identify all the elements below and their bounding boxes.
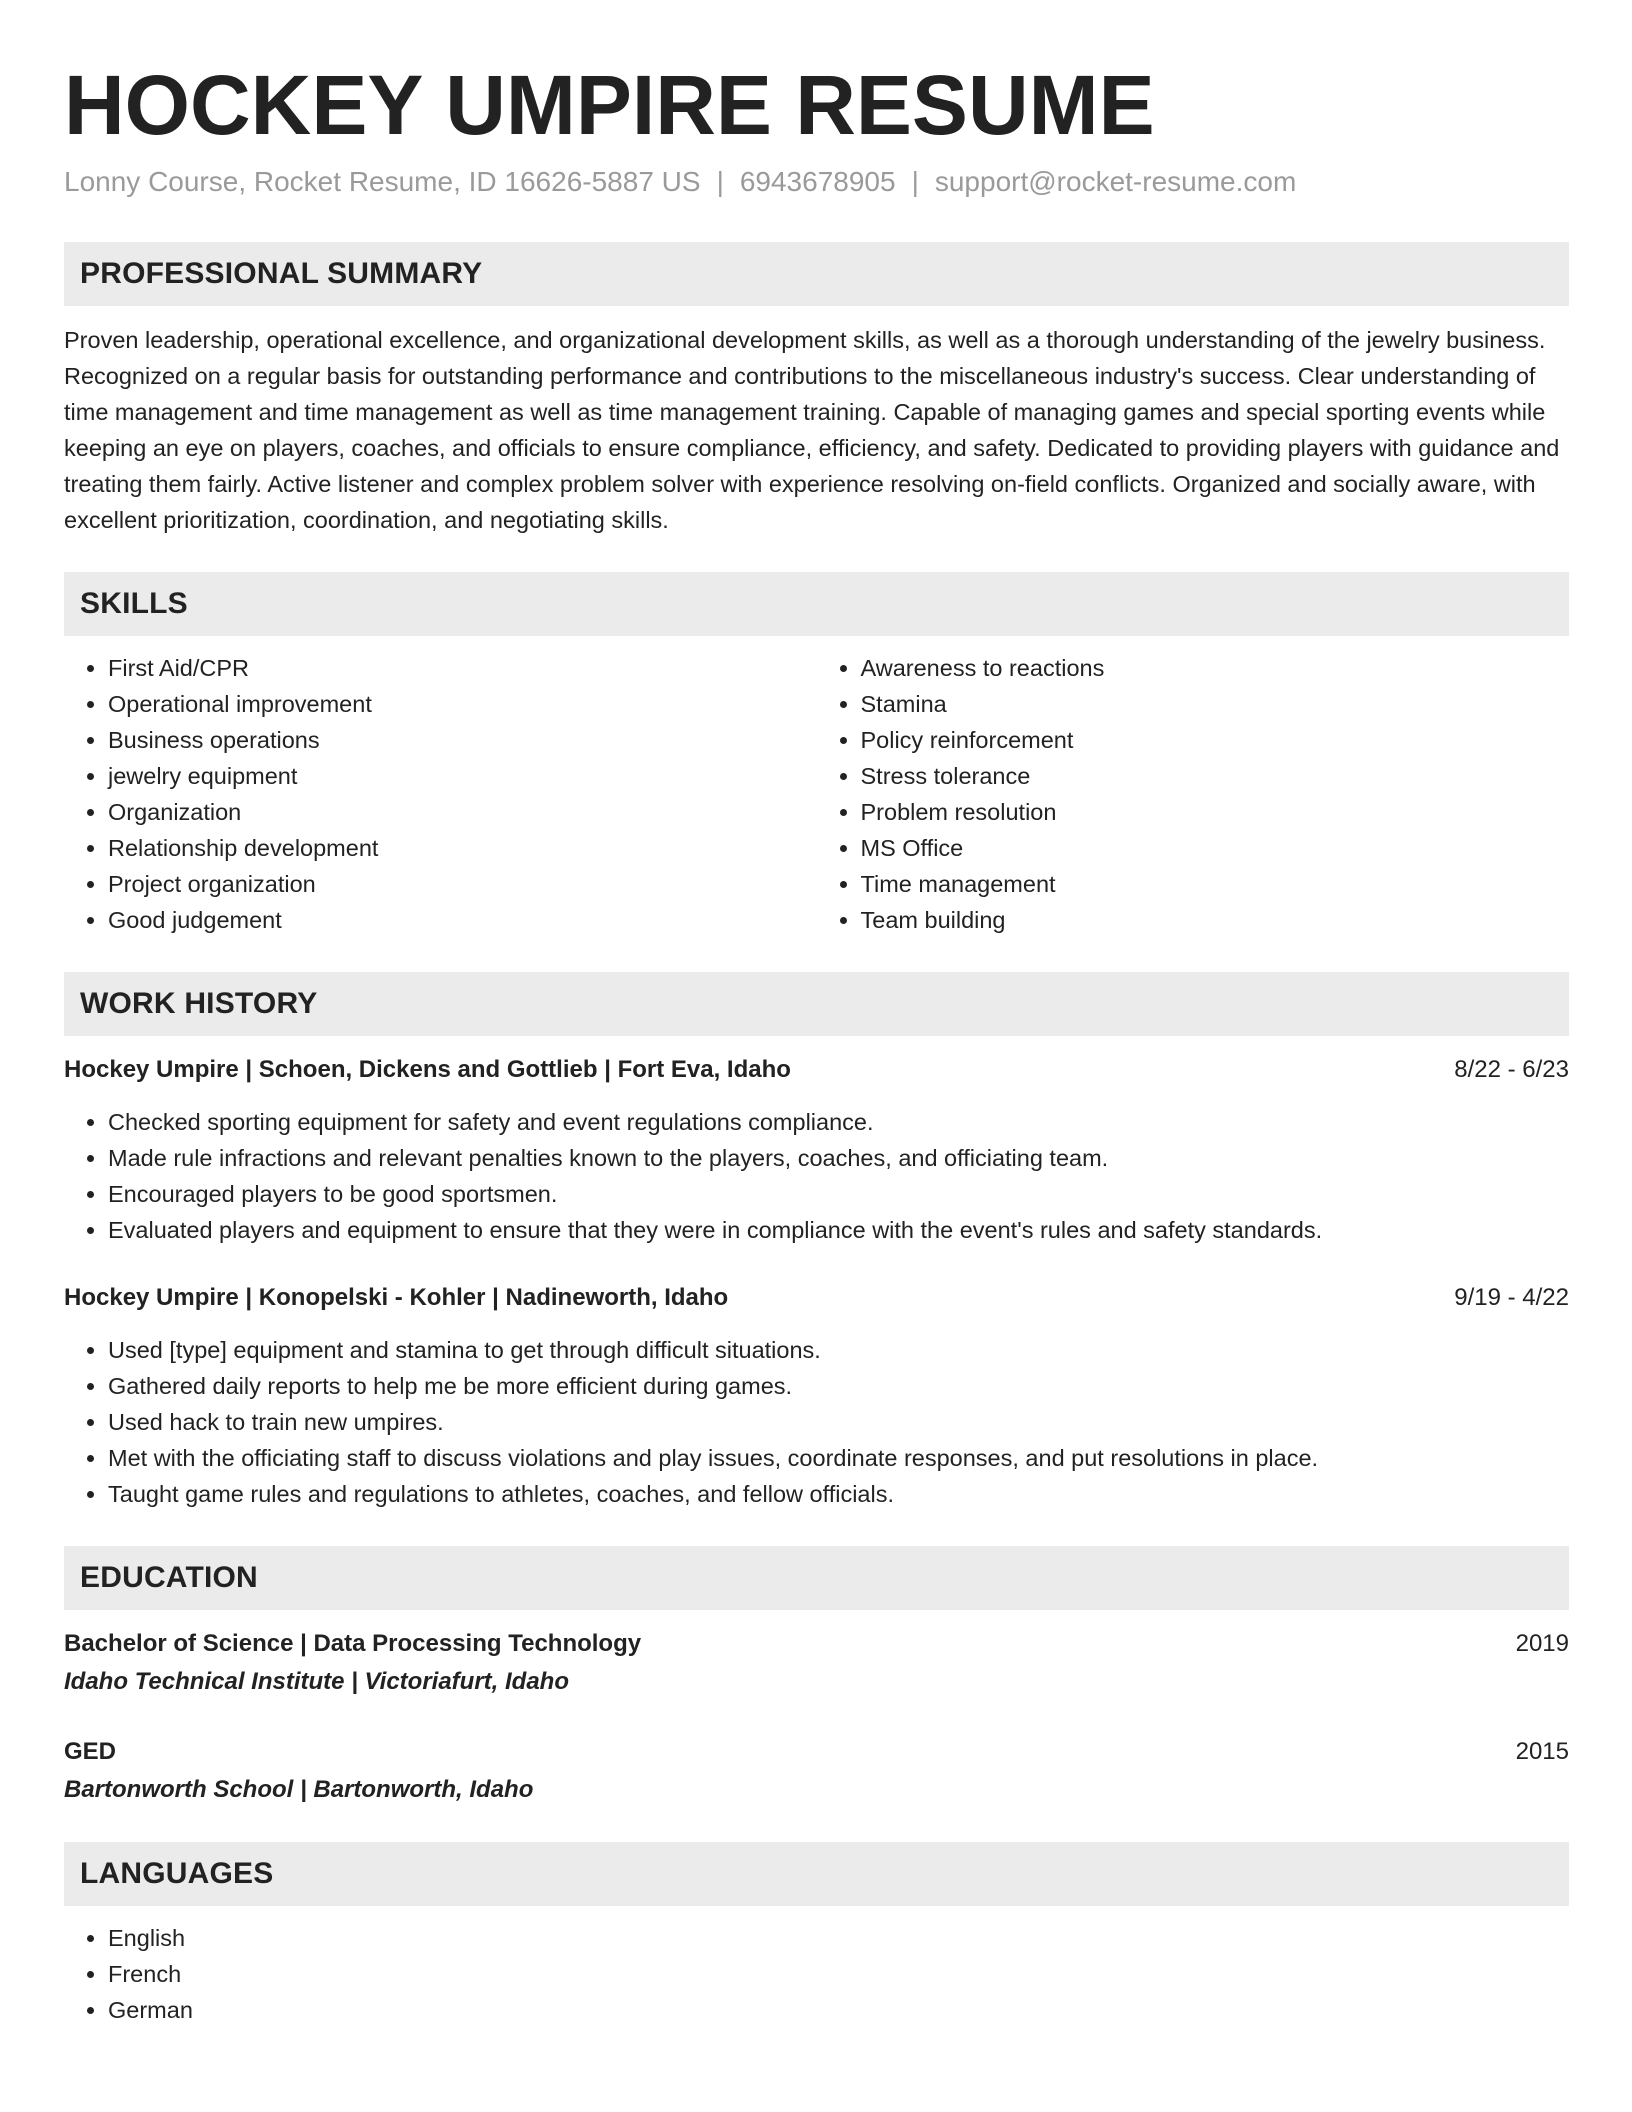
education-entry xyxy=(64,1734,1569,1808)
work-heading: WORK HISTORY xyxy=(64,972,1569,1036)
skill-item: • Stamina xyxy=(861,686,1570,722)
education-year: 2019 xyxy=(1515,1630,1569,1657)
education-year: 2015 xyxy=(1515,1738,1569,1765)
skill-item: • Relationship development xyxy=(108,830,817,866)
skills-heading: SKILLS xyxy=(64,572,1569,636)
job-dates: 9/19 - 4/22 xyxy=(1454,1284,1569,1311)
education-school: Bartonworth School | Bartonworth, Idaho xyxy=(64,1776,534,1803)
contact-email: support@rocket-resume.com xyxy=(934,166,1297,197)
job-duty: • Used [type] equipment and stamina to get through difficult situations. xyxy=(108,1332,1569,1368)
job-header xyxy=(64,1280,1569,1316)
language-item: • French xyxy=(108,1956,1569,1992)
skill-item: • Business operations xyxy=(108,722,817,758)
job-entry xyxy=(64,1280,1569,1512)
job-header xyxy=(64,1052,1569,1088)
language-item: • English xyxy=(108,1920,1569,1956)
skill-item: • Project organization xyxy=(108,866,817,902)
skill-item: • Team building xyxy=(861,902,1570,938)
contact-address: Lonny Course, Rocket Resume, ID 16626-5887 US xyxy=(64,166,701,197)
skills-column-left xyxy=(64,650,817,938)
job-duty: • Encouraged players to be good sportsmen. xyxy=(108,1176,1569,1212)
job-duty: • Evaluated players and equipment to ensure that they were in compliance with the event's rules and safety standards. xyxy=(108,1212,1569,1248)
job-duty: • Used hack to train new umpires. xyxy=(108,1404,1569,1440)
contact-separator: | xyxy=(716,166,724,197)
contact-phone: 6943678905 xyxy=(739,166,896,197)
skill-item: • Good judgement xyxy=(108,902,817,938)
education-header xyxy=(64,1734,1569,1770)
skills-column-right xyxy=(817,650,1570,938)
summary-text: Proven leadership, operational excellence, and organizational development skills, as well as a thorough understanding of the jewelry business. Recognized on a regular basis for outstanding performance and contributions to the miscellaneous industry's success. Clear understanding of time management and time management as well as time management training. Capable of managing games and special sporting events while keeping an eye on players, coaches, and officials to ensure compliance, efficiency, and safety. Dedicated to providing players with guidance and treating them fairly. Active listener and complex problem solver with experience resolving on-field conflicts. Organized and socially aware, with excellent prioritization, coordination, and negotiating skills. xyxy=(64,327,1560,533)
skills-columns xyxy=(64,650,1569,938)
languages-heading: LANGUAGES xyxy=(64,1842,1569,1906)
job-title: Hockey Umpire | Konopelski - Kohler | Nadineworth, Idaho xyxy=(64,1284,729,1311)
education-school: Idaho Technical Institute | Victoriafurt, Idaho xyxy=(64,1668,569,1695)
skill-item: • Organization xyxy=(108,794,817,830)
education-degree: GED xyxy=(64,1738,117,1765)
job-duty: • Made rule infractions and relevant penalties known to the players, coaches, and officiating team. xyxy=(108,1140,1569,1176)
education-section xyxy=(64,1546,1569,1808)
skill-item: • First Aid/CPR xyxy=(108,650,817,686)
education-degree: Bachelor of Science | Data Processing Technology xyxy=(64,1630,642,1657)
job-duty: • Met with the officiating staff to discuss violations and play issues, coordinate responses, and put resolutions in place. xyxy=(108,1440,1569,1476)
job-duties xyxy=(64,1104,1569,1248)
job-dates: 8/22 - 6/23 xyxy=(1454,1056,1569,1083)
contact-separator: | xyxy=(911,166,919,197)
skill-item: • Policy reinforcement xyxy=(861,722,1570,758)
work-section xyxy=(64,972,1569,1512)
contact-line xyxy=(64,164,1569,200)
job-duty: • Gathered daily reports to help me be more efficient during games. xyxy=(108,1368,1569,1404)
job-entry xyxy=(64,1052,1569,1248)
skill-item: • Awareness to reactions xyxy=(861,650,1570,686)
skill-item: • Operational improvement xyxy=(108,686,817,722)
resume-title: HOCKEY UMPIRE RESUME xyxy=(64,58,1155,152)
skill-item: • jewelry equipment xyxy=(108,758,817,794)
skills-list-right xyxy=(817,650,1570,938)
language-item: • German xyxy=(108,1992,1569,2028)
skill-item: • Stress tolerance xyxy=(861,758,1570,794)
skill-item: • MS Office xyxy=(861,830,1570,866)
skills-section xyxy=(64,572,1569,938)
education-heading: EDUCATION xyxy=(64,1546,1569,1610)
skill-item: • Time management xyxy=(861,866,1570,902)
education-entry xyxy=(64,1626,1569,1700)
skill-item: • Problem resolution xyxy=(861,794,1570,830)
job-duties xyxy=(64,1332,1569,1512)
job-title: Hockey Umpire | Schoen, Dickens and Gottlieb | Fort Eva, Idaho xyxy=(64,1056,791,1083)
job-duty: • Checked sporting equipment for safety and event regulations compliance. xyxy=(108,1104,1569,1140)
education-header xyxy=(64,1626,1569,1662)
skills-list-left xyxy=(64,650,817,938)
summary-heading: PROFESSIONAL SUMMARY xyxy=(64,242,1569,306)
job-duty: • Taught game rules and regulations to athletes, coaches, and fellow officials. xyxy=(108,1476,1569,1512)
languages-section xyxy=(64,1842,1569,2028)
languages-list xyxy=(64,1920,1569,2028)
summary-section xyxy=(64,242,1569,538)
